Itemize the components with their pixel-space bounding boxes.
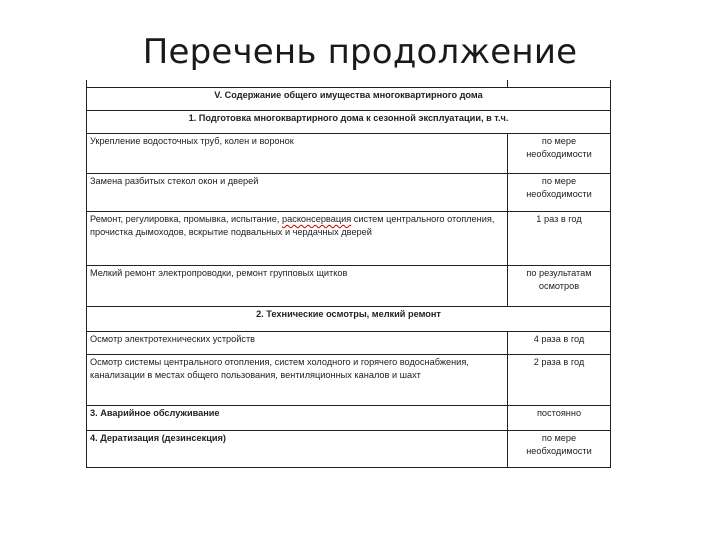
slide-title: Перечень продолжение [142,32,578,72]
table-row [87,355,611,406]
subsection-2-title: 2. Технические осмотры, мелкий ремонт [87,307,611,332]
table-row [87,134,611,174]
table-row [87,212,611,266]
work-cell: Мелкий ремонт электропроводки, ремонт групповых щитков [87,266,508,307]
spellcheck-word: расконсервация [282,214,352,224]
section-header: V. Содержание общего имущества многоквартирного дома [87,88,611,111]
frequency-cell: по результатам осмотров [508,266,611,307]
work-cell: Осмотр системы центрального отопления, систем холодного и горячего водоснабжения, канализации в местах общего пользования, вентиляционных каналов и шахт [87,355,508,406]
services-table [86,80,611,468]
frequency-cell: по мере необходимости [508,431,611,468]
table-row [87,431,611,468]
frequency-cell: постоянно [508,406,611,431]
work-text-part: Ремонт, регулировка, промывка, испытание, [90,214,282,224]
frequency-cell: по мере необходимости [508,134,611,174]
section-header-row [87,88,611,111]
subsection-1-row [87,111,611,134]
work-text-part: систем центрального отопления, прочистка дымоходов, вскрытие подвальных и чердачных дверей [90,214,495,237]
work-cell [87,212,508,266]
work-cell: Укрепление водосточных труб, колен и воронок [87,134,508,174]
subsection-2-row [87,307,611,332]
work-cell: Осмотр электротехнических устройств [87,332,508,355]
table-row [87,332,611,355]
table-row [87,266,611,307]
subsection-1-title: 1. Подготовка многоквартирного дома к сезонной эксплуатации, в т.ч. [87,111,611,134]
work-cell: Замена разбитых стекол окон и дверей [87,174,508,212]
table-row [87,174,611,212]
frequency-cell: 4 раза в год [508,332,611,355]
frequency-cell: по мере необходимости [508,174,611,212]
table-top-stub [87,80,611,88]
services-table-container [86,80,610,468]
work-cell: 4. Дератизация (дезинсекция) [87,431,508,468]
work-cell: 3. Аварийное обслуживание [87,406,508,431]
frequency-cell: 1 раз в год [508,212,611,266]
frequency-cell: 2 раза в год [508,355,611,406]
table-row [87,406,611,431]
